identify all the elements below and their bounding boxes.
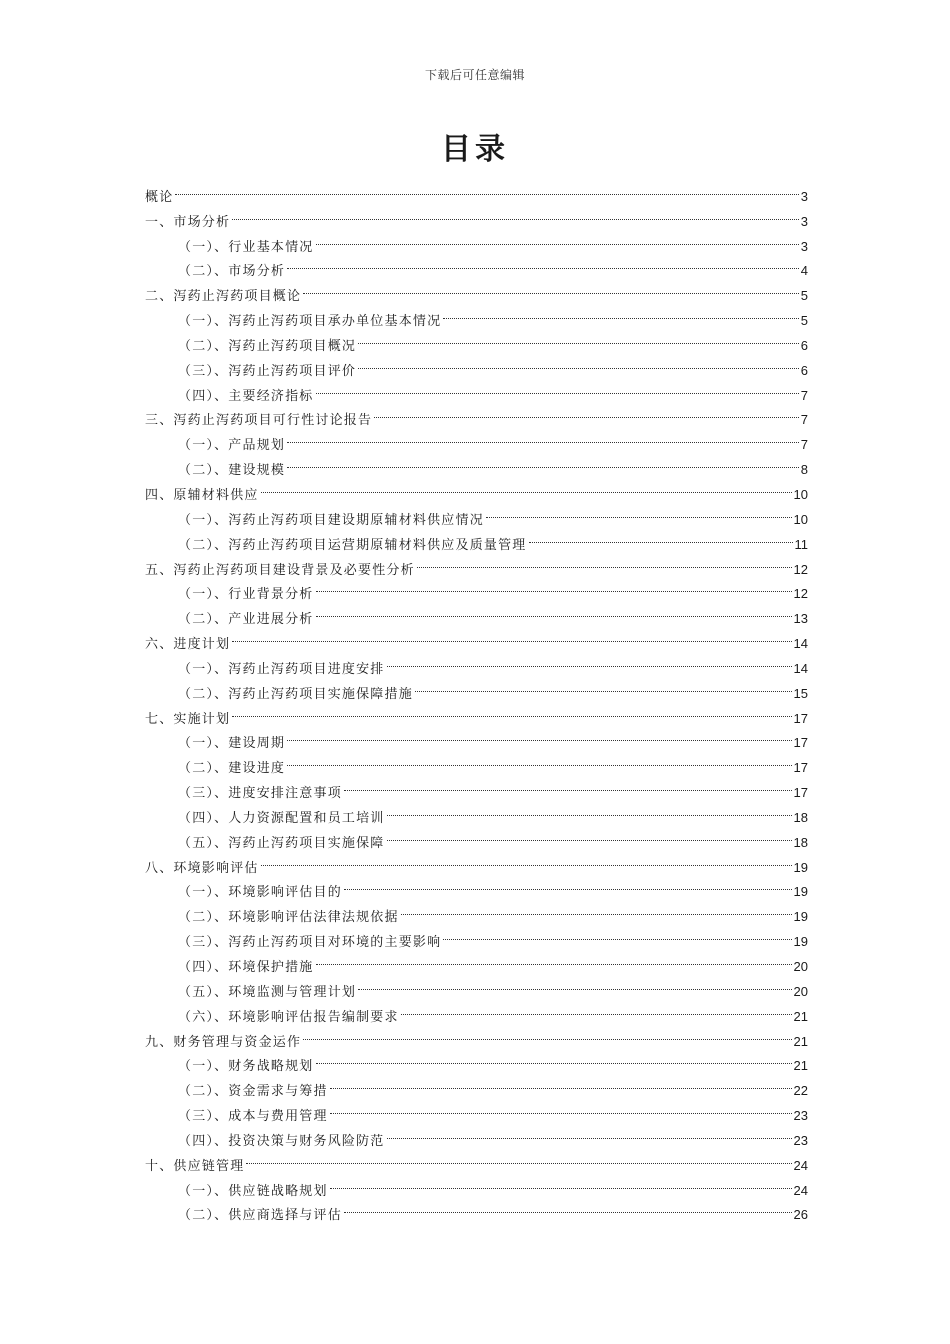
toc-dot-leader	[443, 921, 791, 946]
toc-entry-page: 5	[800, 288, 808, 304]
toc-entry-page: 13	[793, 611, 808, 627]
toc-entry-page: 24	[793, 1182, 808, 1198]
toc-entry-label: （五）、泻药止泻药项目实施保障	[178, 835, 385, 851]
toc-entry-page: 12	[793, 586, 808, 602]
toc-dot-leader	[287, 747, 791, 772]
toc-dot-leader	[387, 822, 792, 847]
toc-entry-page: 19	[793, 859, 808, 875]
toc-dot-leader	[232, 623, 791, 648]
toc-entry-label: （四）、环境保护措施	[178, 960, 314, 975]
toc-entry-label: （四）、人力资源配置和员工培训	[178, 810, 385, 826]
toc-entry-page: 7	[800, 437, 808, 453]
toc-entry-page: 21	[793, 1058, 808, 1074]
toc-entry-label: （二）、建设规模	[178, 463, 286, 479]
toc-entry-label: （四）、投资决策与财务风险防范	[178, 1133, 385, 1149]
toc-entry[interactable]	[145, 1170, 808, 1199]
toc-entry-label: （三）、泻药止泻药项目对环境的主要影响	[178, 935, 442, 951]
toc-dot-leader	[401, 896, 792, 921]
toc-dot-leader	[344, 872, 792, 897]
toc-entry-page: 26	[793, 1207, 808, 1223]
toc-entry-page: 11	[794, 536, 808, 552]
toc-entry[interactable]	[145, 176, 808, 205]
toc-dot-leader	[287, 424, 799, 449]
toc-entry-label: （二）、供应商选择与评估	[178, 1208, 342, 1224]
toc-entry-page: 14	[793, 636, 808, 652]
toc-entry-label: （四）、主要经济指标	[178, 388, 314, 404]
toc-entry-label: （二）、市场分析	[178, 264, 286, 280]
toc-dot-leader	[316, 226, 799, 251]
toc-entry-page: 21	[793, 1008, 808, 1024]
toc-entry-page: 20	[793, 959, 808, 974]
toc-entry-label: 概论	[145, 189, 174, 205]
toc-entry-page: 17	[793, 710, 808, 726]
toc-entry-label: （二）、泻药止泻药项目实施保障措施	[178, 686, 413, 702]
toc-entry-label: 二、泻药止泻药项目概论	[145, 289, 302, 305]
toc-entry-page: 15	[793, 685, 808, 701]
toc-entry[interactable]	[145, 698, 808, 727]
toc-entry-page: 22	[793, 1083, 808, 1099]
toc-entry-page: 19	[793, 909, 808, 925]
toc-entry-label: （二）、建设进度	[178, 761, 286, 777]
toc-dot-leader	[316, 946, 792, 971]
toc-entry-label: 五、泻药止泻药项目建设背景及必要性分析	[145, 562, 415, 578]
toc-dot-leader	[374, 400, 799, 425]
toc-entry-label: （二）、泻药止泻药项目概况	[178, 338, 357, 354]
toc-dot-leader	[246, 1145, 791, 1170]
toc-entry-page: 24	[793, 1157, 808, 1173]
toc-entry-label: （一）、财务战略规划	[178, 1059, 314, 1075]
toc-entry-page: 3	[800, 188, 808, 204]
toc-entry-label: （一）、供应链战略规划	[178, 1183, 328, 1199]
toc-entry[interactable]	[145, 226, 808, 255]
toc-entry[interactable]	[145, 201, 808, 230]
toc-entry-page: 14	[793, 660, 808, 676]
toc-dot-leader	[529, 524, 793, 549]
toc-entry-label: （一）、建设周期	[178, 736, 286, 752]
toc-dot-leader	[387, 1120, 792, 1145]
toc-dot-leader	[358, 325, 799, 350]
toc-entry-label: （三）、泻药止泻药项目评价	[178, 363, 357, 379]
toc-dot-leader	[344, 772, 792, 797]
toc-entry-label: 十、供应链管理	[145, 1158, 245, 1174]
toc-entry-page: 6	[800, 362, 808, 378]
toc-entry-label: （一）、泻药止泻药项目承办单位基本情况	[178, 314, 442, 330]
toc-entry-label: （一）、行业背景分析	[178, 587, 314, 603]
toc-entry[interactable]	[145, 623, 808, 653]
toc-entry-label: 九、财务管理与资金运作	[145, 1034, 302, 1050]
toc-entry-label: （一）、行业基本情况	[178, 239, 314, 255]
page-title: 目录	[441, 132, 509, 167]
toc-entry-page: 7	[800, 387, 808, 403]
toc-entry-label: （二）、泻药止泻药项目运营期原辅材料供应及质量管理	[178, 537, 527, 553]
toc-dot-leader	[486, 499, 792, 524]
toc-entry-page: 5	[800, 313, 808, 329]
toc-dot-leader	[261, 847, 792, 872]
toc-entry-label: （二）、资金需求与筹措	[178, 1084, 328, 1100]
toc-entry-page: 10	[793, 511, 808, 527]
toc-entry-page: 3	[800, 213, 808, 229]
toc-entry-label: 一、市场分析	[145, 214, 231, 230]
toc-dot-leader	[387, 797, 792, 822]
toc-entry-page: 17	[793, 760, 808, 776]
toc-entry-label: 七、实施计划	[145, 711, 231, 727]
header-note: 下载后可任意编辑	[424, 68, 525, 82]
toc-entry-label: 四、原辅材料供应	[145, 487, 259, 503]
toc-dot-leader	[401, 996, 792, 1021]
toc-dot-leader	[287, 723, 791, 748]
toc-entry-page: 3	[800, 238, 808, 254]
toc-entry-page: 18	[793, 809, 808, 825]
toc-entry-page: 17	[793, 785, 808, 801]
toc-entry-label: （二）、产业进展分析	[178, 612, 314, 628]
toc-dot-leader	[387, 648, 792, 673]
toc-entry-label: 六、进度计划	[145, 637, 231, 653]
toc-dot-leader	[287, 449, 799, 474]
toc-dot-leader	[287, 251, 799, 276]
toc-entry-page: 21	[793, 1033, 808, 1049]
toc-dot-leader	[232, 698, 791, 723]
toc-dot-leader	[443, 300, 798, 325]
toc-entry-page: 23	[793, 1132, 808, 1148]
toc-dot-leader	[316, 574, 792, 599]
toc-entry-page: 8	[800, 462, 808, 478]
toc-entry-page: 23	[793, 1108, 808, 1124]
toc-entry-page: 19	[793, 884, 808, 900]
toc-entry-label: 三、泻药止泻药项目可行性讨论报告	[145, 413, 373, 429]
toc-dot-leader	[316, 598, 792, 623]
toc-entry-page: 19	[793, 934, 808, 950]
toc-entry-page: 18	[793, 834, 808, 850]
toc-entry-page: 10	[793, 486, 808, 502]
toc-entry-page: 6	[800, 337, 808, 353]
toc-dot-leader	[303, 275, 799, 300]
toc-dot-leader	[415, 673, 792, 698]
toc-dot-leader	[417, 549, 792, 574]
toc-entry-label: （二）、环境影响评估法律法规依据	[178, 910, 399, 926]
toc-entry-label: （一）、产品规划	[178, 438, 286, 454]
toc-entry-label: （一）、泻药止泻药项目建设期原辅材料供应情况	[178, 512, 484, 528]
toc-entry-label: （六）、环境影响评估报告编制要求	[178, 1009, 399, 1025]
toc-dot-leader	[261, 474, 792, 499]
toc-dot-leader	[344, 1195, 792, 1220]
toc-dot-leader	[316, 1046, 792, 1071]
toc-entry-page: 12	[793, 561, 808, 577]
toc-dot-leader	[175, 176, 798, 201]
toc-dot-leader	[330, 1170, 792, 1195]
toc-entry[interactable]	[145, 648, 808, 677]
toc-dot-leader	[303, 1021, 791, 1046]
toc-entry-label: （三）、成本与费用管理	[178, 1109, 328, 1125]
toc-entry-label: （三）、进度安排注意事项	[178, 786, 342, 802]
toc-entry-page: 20	[793, 983, 808, 999]
toc-dot-leader	[330, 1070, 792, 1095]
toc-entry-page: 4	[800, 263, 808, 279]
toc-dot-leader	[358, 350, 799, 375]
toc-entry-label: （一）、泻药止泻药项目进度安排	[178, 661, 385, 677]
toc-dot-leader	[232, 201, 799, 226]
toc-dot-leader	[358, 971, 791, 996]
toc-dot-leader	[316, 375, 799, 400]
toc-dot-leader	[330, 1095, 792, 1120]
toc-entry-page: 17	[793, 735, 808, 751]
toc-entry[interactable]	[145, 723, 808, 752]
toc-entry-label: （一）、环境影响评估目的	[178, 885, 342, 901]
table-of-contents	[145, 176, 808, 1224]
toc-entry-label: （五）、环境监测与管理计划	[178, 984, 357, 1000]
toc-entry-label: 八、环境影响评估	[145, 860, 259, 876]
toc-entry-page: 7	[800, 412, 808, 428]
